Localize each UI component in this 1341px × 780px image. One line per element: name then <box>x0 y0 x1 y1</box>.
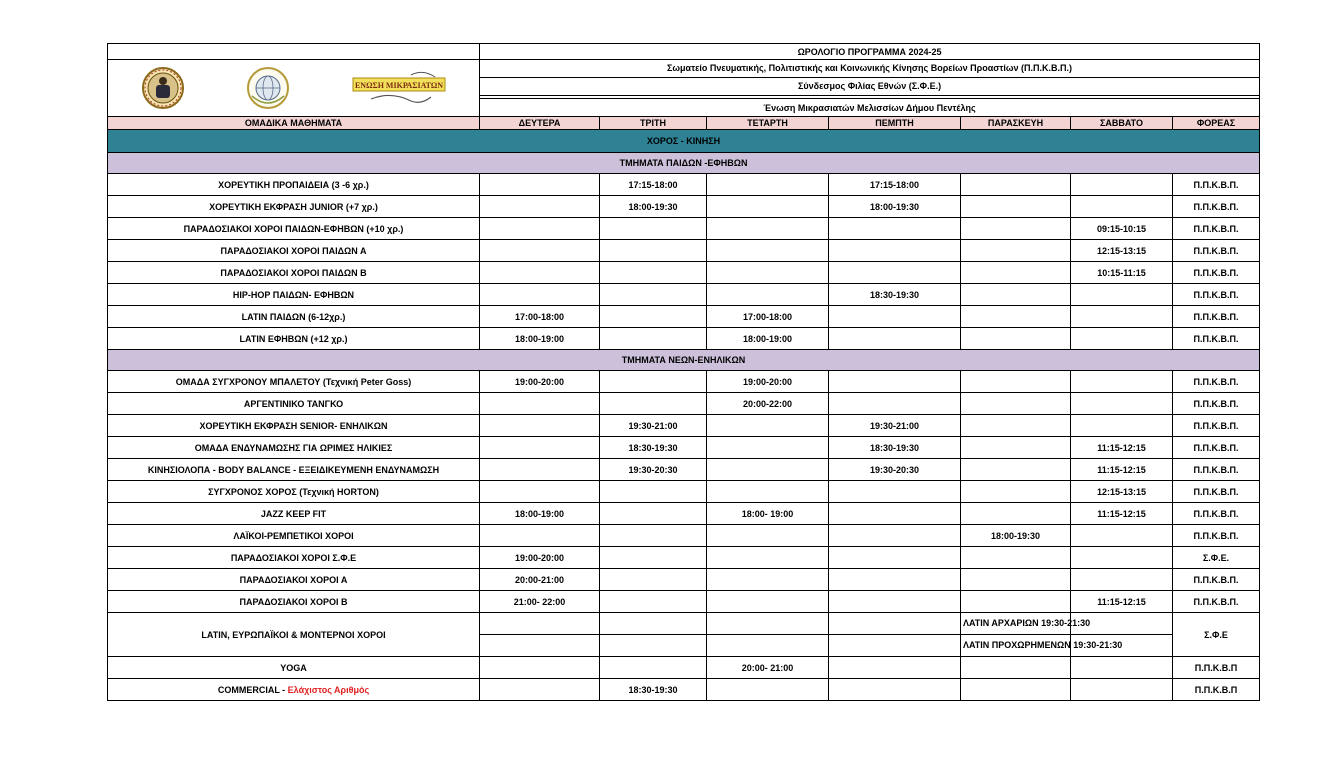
header-courses: ΟΜΑΔΙΚΑ ΜΑΘΗΜΑΤΑ <box>108 117 480 130</box>
time-cell: 09:15-10:15 <box>1071 218 1173 240</box>
time-cell <box>829 328 961 350</box>
organization-cell: Π.Π.Κ.Β.Π <box>1173 679 1260 701</box>
time-cell: 20:00-21:00 <box>480 569 600 591</box>
table-row <box>108 262 1260 284</box>
course-name: ΠΑΡΑΔΟΣΙΑΚΟΙ ΧΟΡΟΙ ΠΑΙΔΩΝ Α <box>108 240 480 262</box>
organization-cell: Σ.Φ.Ε. <box>1173 547 1260 569</box>
time-cell: 18:00-19:00 <box>480 503 600 525</box>
course-name: JAZZ KEEP FIT <box>108 503 480 525</box>
minimum-number-note: Ελάχιστος Αριθμός <box>287 684 370 695</box>
time-cell <box>707 218 829 240</box>
time-cell <box>961 196 1071 218</box>
table-row <box>108 547 1260 569</box>
time-cell <box>600 393 707 415</box>
subsection-children-teens: ΤΜΗΜΑΤΑ ΠΑΙΔΩΝ -ΕΦΗΒΩΝ <box>108 153 1260 174</box>
organization-cell: Π.Π.Κ.Β.Π. <box>1173 481 1260 503</box>
table-row <box>108 328 1260 350</box>
organization-cell: Π.Π.Κ.Β.Π. <box>1173 503 1260 525</box>
time-cell <box>961 437 1071 459</box>
time-cell <box>480 174 600 196</box>
time-cell <box>600 635 707 657</box>
time-cell <box>480 613 600 635</box>
time-cell <box>480 415 600 437</box>
time-cell <box>829 481 961 503</box>
time-cell: 18:30-19:30 <box>829 284 961 306</box>
table-row <box>108 415 1260 437</box>
time-cell <box>829 503 961 525</box>
time-cell: 17:15-18:00 <box>829 174 961 196</box>
time-cell: 18:00-19:30 <box>829 196 961 218</box>
header-tuesday: ΤΡΙΤΗ <box>600 117 707 130</box>
time-cell <box>707 679 829 701</box>
time-cell-friday-advanced: ΛΑΤΙΝ ΠΡΟΧΩΡΗΜΕΝΩΝ 19:30-21:30 <box>961 635 1071 657</box>
table-row <box>108 591 1260 613</box>
table-row <box>108 371 1260 393</box>
time-cell <box>1071 328 1173 350</box>
course-name: LATIN, ΕΥΡΩΠΑΪΚΟΙ & ΜΟΝΤΕΡΝΟΙ ΧΟΡΟΙ <box>108 613 480 657</box>
time-cell <box>600 569 707 591</box>
time-cell: 19:30-21:00 <box>829 415 961 437</box>
time-cell <box>1071 371 1173 393</box>
table-row <box>108 240 1260 262</box>
course-name: ΣΥΓΧΡΟΝΟΣ ΧΟΡΟΣ (Τεχνική HORTON) <box>108 481 480 503</box>
time-cell <box>600 306 707 328</box>
time-cell: 18:00-19:00 <box>707 328 829 350</box>
time-cell <box>1071 196 1173 218</box>
header-organization: ΦΟΡΕΑΣ <box>1173 117 1260 130</box>
time-cell <box>600 525 707 547</box>
time-cell <box>961 415 1071 437</box>
time-cell <box>961 328 1071 350</box>
course-name: LATIN ΠΑΙΔΩΝ (6-12χρ.) <box>108 306 480 328</box>
table-row <box>108 569 1260 591</box>
time-cell <box>707 635 829 657</box>
time-cell <box>829 525 961 547</box>
course-name: ΠΑΡΑΔΟΣΙΑΚΟΙ ΧΟΡΟΙ ΠΑΙΔΩΝ Β <box>108 262 480 284</box>
time-cell: 12:15-13:15 <box>1071 481 1173 503</box>
organization-cell: Π.Π.Κ.Β.Π. <box>1173 174 1260 196</box>
organization-cell: Π.Π.Κ.Β.Π. <box>1173 591 1260 613</box>
logos-cell <box>108 60 480 117</box>
header-friday: ΠΑΡΑΣΚΕΥΗ <box>961 117 1071 130</box>
adult-rows <box>108 371 1260 613</box>
time-cell <box>1071 679 1173 701</box>
course-name: ΧΟΡΕΥΤΙΚΗ ΕΚΦΡΑΣΗ SENIOR- ΕΝΗΛΙΚΩΝ <box>108 415 480 437</box>
time-cell <box>707 437 829 459</box>
time-cell: 10:15-11:15 <box>1071 262 1173 284</box>
organization-cell: Σ.Φ.Ε <box>1173 613 1260 657</box>
time-cell: 18:00-19:30 <box>600 196 707 218</box>
time-cell: 17:00-18:00 <box>480 306 600 328</box>
course-name: ΧΟΡΕΥΤΙΚΗ ΠΡΟΠΑΙΔΕΙΑ (3 -6 χρ.) <box>108 174 480 196</box>
course-name: ΑΡΓΕΝΤΙΝΙΚΟ ΤΑΝΓΚΟ <box>108 393 480 415</box>
time-cell <box>961 547 1071 569</box>
globe-seal-logo <box>246 66 290 110</box>
course-name: ΚΙΝΗΣΙΟΛΟΠΑ - BODY BALANCE - ΕΞΕΙΔΙΚΕΥΜΕΝΗ ΕΝΔΥΝΑΜΩΣΗ <box>108 459 480 481</box>
time-cell <box>480 525 600 547</box>
time-cell <box>829 240 961 262</box>
course-name: YOGA <box>108 657 480 679</box>
time-cell <box>961 306 1071 328</box>
time-cell <box>707 525 829 547</box>
page-title: ΩΡΟΛΟΓΙΟ ΠΡΟΓΡΑΜΜΑ 2024-25 <box>480 44 1260 60</box>
time-cell <box>961 240 1071 262</box>
time-cell <box>961 591 1071 613</box>
time-cell: 18:00-19:30 <box>961 525 1071 547</box>
time-cell: 19:00-20:00 <box>480 547 600 569</box>
time-cell <box>707 415 829 437</box>
time-cell: 17:15-18:00 <box>600 174 707 196</box>
time-cell: 19:00-20:00 <box>707 371 829 393</box>
time-cell <box>829 613 961 635</box>
organization-cell: Π.Π.Κ.Β.Π <box>1173 657 1260 679</box>
time-cell <box>480 679 600 701</box>
time-cell: 11:15-12:15 <box>1071 437 1173 459</box>
table-row <box>108 437 1260 459</box>
organization-cell: Π.Π.Κ.Β.Π. <box>1173 437 1260 459</box>
time-cell <box>961 459 1071 481</box>
time-cell <box>829 262 961 284</box>
org-line-2: Σύνδεσμος Φιλίας Εθνών (Σ.Φ.Ε.) <box>480 77 1260 95</box>
org-line-1: Σωματείο Πνευματικής, Πολιτιστικής και Κοινωνικής Κίνησης Βορείων Προαστίων (Π.Π.Κ.Β.Π.) <box>480 60 1260 78</box>
time-cell <box>707 174 829 196</box>
course-name: ΛΑΪΚΟΙ-ΡΕΜΠΕΤΙΚΟΙ ΧΟΡΟΙ <box>108 525 480 547</box>
time-cell <box>600 262 707 284</box>
header-thursday: ΠΕΜΠΤΗ <box>829 117 961 130</box>
time-cell <box>961 174 1071 196</box>
time-cell: 18:30-19:30 <box>600 679 707 701</box>
table-row <box>108 525 1260 547</box>
time-cell <box>1071 284 1173 306</box>
organization-cell: Π.Π.Κ.Β.Π. <box>1173 218 1260 240</box>
time-cell <box>829 569 961 591</box>
time-cell <box>829 306 961 328</box>
organization-cell: Π.Π.Κ.Β.Π. <box>1173 525 1260 547</box>
time-cell: 17:00-18:00 <box>707 306 829 328</box>
organization-cell: Π.Π.Κ.Β.Π. <box>1173 240 1260 262</box>
time-cell <box>961 481 1071 503</box>
time-cell <box>600 328 707 350</box>
course-name: ΠΑΡΑΔΟΣΙΑΚΟΙ ΧΟΡΟΙ Β <box>108 591 480 613</box>
time-cell <box>600 371 707 393</box>
time-cell: 19:30-21:00 <box>600 415 707 437</box>
organization-cell: Π.Π.Κ.Β.Π. <box>1173 306 1260 328</box>
time-cell <box>707 284 829 306</box>
table-row <box>108 503 1260 525</box>
time-cell: 11:15-12:15 <box>1071 503 1173 525</box>
table-row <box>108 284 1260 306</box>
time-cell: 18:30-19:30 <box>600 437 707 459</box>
section-dance-movement: ΧΟΡΟΣ - ΚΙΝΗΣΗ <box>108 130 1260 153</box>
header-wednesday: ΤΕΤΑΡΤΗ <box>707 117 829 130</box>
table-row <box>108 306 1260 328</box>
time-cell-friday-beginners: ΛΑΤΙΝ ΑΡΧΑΡΙΩΝ 19:30-21:30 <box>961 613 1071 635</box>
time-cell <box>707 196 829 218</box>
time-cell: 20:00- 21:00 <box>707 657 829 679</box>
course-name: HIP-HOP ΠΑΙΔΩΝ- ΕΦΗΒΩΝ <box>108 284 480 306</box>
time-cell <box>600 613 707 635</box>
children-rows <box>108 174 1260 350</box>
course-name: LATIN ΕΦΗΒΩΝ (+12 χρ.) <box>108 328 480 350</box>
time-cell <box>1071 525 1173 547</box>
time-cell <box>829 218 961 240</box>
organization-cell: Π.Π.Κ.Β.Π. <box>1173 415 1260 437</box>
time-cell <box>480 240 600 262</box>
time-cell: 21:00- 22:00 <box>480 591 600 613</box>
time-cell <box>961 679 1071 701</box>
logo-text: ΕΝΩΣΗ ΜΙΚΡΑΣΙΑΤΩΝ <box>354 81 443 90</box>
time-cell <box>600 657 707 679</box>
schedule-table <box>107 43 1260 701</box>
time-cell <box>707 613 829 635</box>
course-name: ΟΜΑΔΑ ΣΥΓΧΡΟΝΟΥ ΜΠΑΛΕΤΟΥ (Τεχνική Peter Goss) <box>108 371 480 393</box>
organization-cell: Π.Π.Κ.Β.Π. <box>1173 262 1260 284</box>
time-cell: 18:00- 19:00 <box>707 503 829 525</box>
time-cell <box>480 218 600 240</box>
time-cell <box>1071 306 1173 328</box>
time-cell <box>829 679 961 701</box>
course-name: ΠΑΡΑΔΟΣΙΑΚΟΙ ΧΟΡΟΙ Α <box>108 569 480 591</box>
course-name: ΧΟΡΕΥΤΙΚΗ ΕΚΦΡΑΣΗ JUNIOR (+7 χρ.) <box>108 196 480 218</box>
time-cell <box>707 569 829 591</box>
time-cell: 11:15-12:15 <box>1071 459 1173 481</box>
time-cell <box>1071 393 1173 415</box>
time-cell <box>707 547 829 569</box>
time-cell <box>480 262 600 284</box>
subsection-youth-adults: ΤΜΗΜΑΤΑ ΝΕΩΝ-ΕΝΗΛΙΚΩΝ <box>108 350 1260 371</box>
time-cell: 19:30-20:30 <box>829 459 961 481</box>
time-cell: 20:00-22:00 <box>707 393 829 415</box>
time-cell <box>961 393 1071 415</box>
table-row <box>108 481 1260 503</box>
time-cell <box>829 393 961 415</box>
time-cell <box>1071 547 1173 569</box>
table-row <box>108 459 1260 481</box>
time-cell <box>600 240 707 262</box>
time-cell <box>600 218 707 240</box>
saint-emblem-logo <box>141 66 185 110</box>
time-cell <box>707 459 829 481</box>
mikrasiates-logo <box>351 69 447 107</box>
time-cell <box>480 196 600 218</box>
org-line-3: Ένωση Μικρασιατών Μελισσίων Δήμου Πεντέλης <box>480 99 1260 117</box>
time-cell <box>707 591 829 613</box>
organization-cell: Π.Π.Κ.Β.Π. <box>1173 371 1260 393</box>
organization-cell: Π.Π.Κ.Β.Π. <box>1173 328 1260 350</box>
course-name-commercial <box>108 679 480 701</box>
course-name: ΟΜΑΔΑ ΕΝΔΥΝΑΜΩΣΗΣ ΓΙΑ ΩΡΙΜΕΣ ΗΛΙΚΙΕΣ <box>108 437 480 459</box>
time-cell <box>961 657 1071 679</box>
organization-cell: Π.Π.Κ.Β.Π. <box>1173 569 1260 591</box>
time-cell: 19:00-20:00 <box>480 371 600 393</box>
time-cell <box>961 284 1071 306</box>
time-cell <box>961 218 1071 240</box>
time-cell <box>600 284 707 306</box>
time-cell <box>600 547 707 569</box>
header-saturday: ΣΑΒΒΑΤΟ <box>1071 117 1173 130</box>
time-cell <box>600 481 707 503</box>
time-cell <box>480 657 600 679</box>
course-name: ΠΑΡΑΔΟΣΙΑΚΟΙ ΧΟΡΟΙ Σ.Φ.Ε <box>108 547 480 569</box>
time-cell <box>961 569 1071 591</box>
time-cell <box>600 591 707 613</box>
table-row <box>108 218 1260 240</box>
time-cell <box>1071 569 1173 591</box>
time-cell <box>707 481 829 503</box>
time-cell <box>829 371 961 393</box>
time-cell <box>480 635 600 657</box>
time-cell <box>1071 415 1173 437</box>
empty-corner <box>108 44 480 60</box>
table-row <box>108 174 1260 196</box>
time-cell <box>961 371 1071 393</box>
time-cell <box>480 481 600 503</box>
time-cell: 12:15-13:15 <box>1071 240 1173 262</box>
table-row <box>108 196 1260 218</box>
header-monday: ΔΕΥΤΕΡΑ <box>480 117 600 130</box>
time-cell <box>600 503 707 525</box>
organization-cell: Π.Π.Κ.Β.Π. <box>1173 393 1260 415</box>
time-cell <box>1071 174 1173 196</box>
time-cell <box>480 284 600 306</box>
time-cell <box>961 503 1071 525</box>
time-cell <box>707 262 829 284</box>
time-cell <box>829 657 961 679</box>
time-cell <box>707 240 829 262</box>
course-name: ΠΑΡΑΔΟΣΙΑΚΟΙ ΧΟΡΟΙ ΠΑΙΔΩΝ-ΕΦΗΒΩΝ (+10 χρ.) <box>108 218 480 240</box>
time-cell <box>829 635 961 657</box>
time-cell: 18:00-19:00 <box>480 328 600 350</box>
time-cell <box>829 547 961 569</box>
time-cell: 19:30-20:30 <box>600 459 707 481</box>
course-name-text: COMMERCIAL - <box>217 684 288 695</box>
time-cell <box>480 437 600 459</box>
organization-cell: Π.Π.Κ.Β.Π. <box>1173 284 1260 306</box>
time-cell: 18:30-19:30 <box>829 437 961 459</box>
table-row <box>108 393 1260 415</box>
organization-cell: Π.Π.Κ.Β.Π. <box>1173 459 1260 481</box>
time-cell: 11:15-12:15 <box>1071 591 1173 613</box>
organization-cell: Π.Π.Κ.Β.Π. <box>1173 196 1260 218</box>
time-cell <box>961 262 1071 284</box>
time-cell <box>829 591 961 613</box>
time-cell <box>480 459 600 481</box>
time-cell <box>1071 657 1173 679</box>
time-cell <box>480 393 600 415</box>
